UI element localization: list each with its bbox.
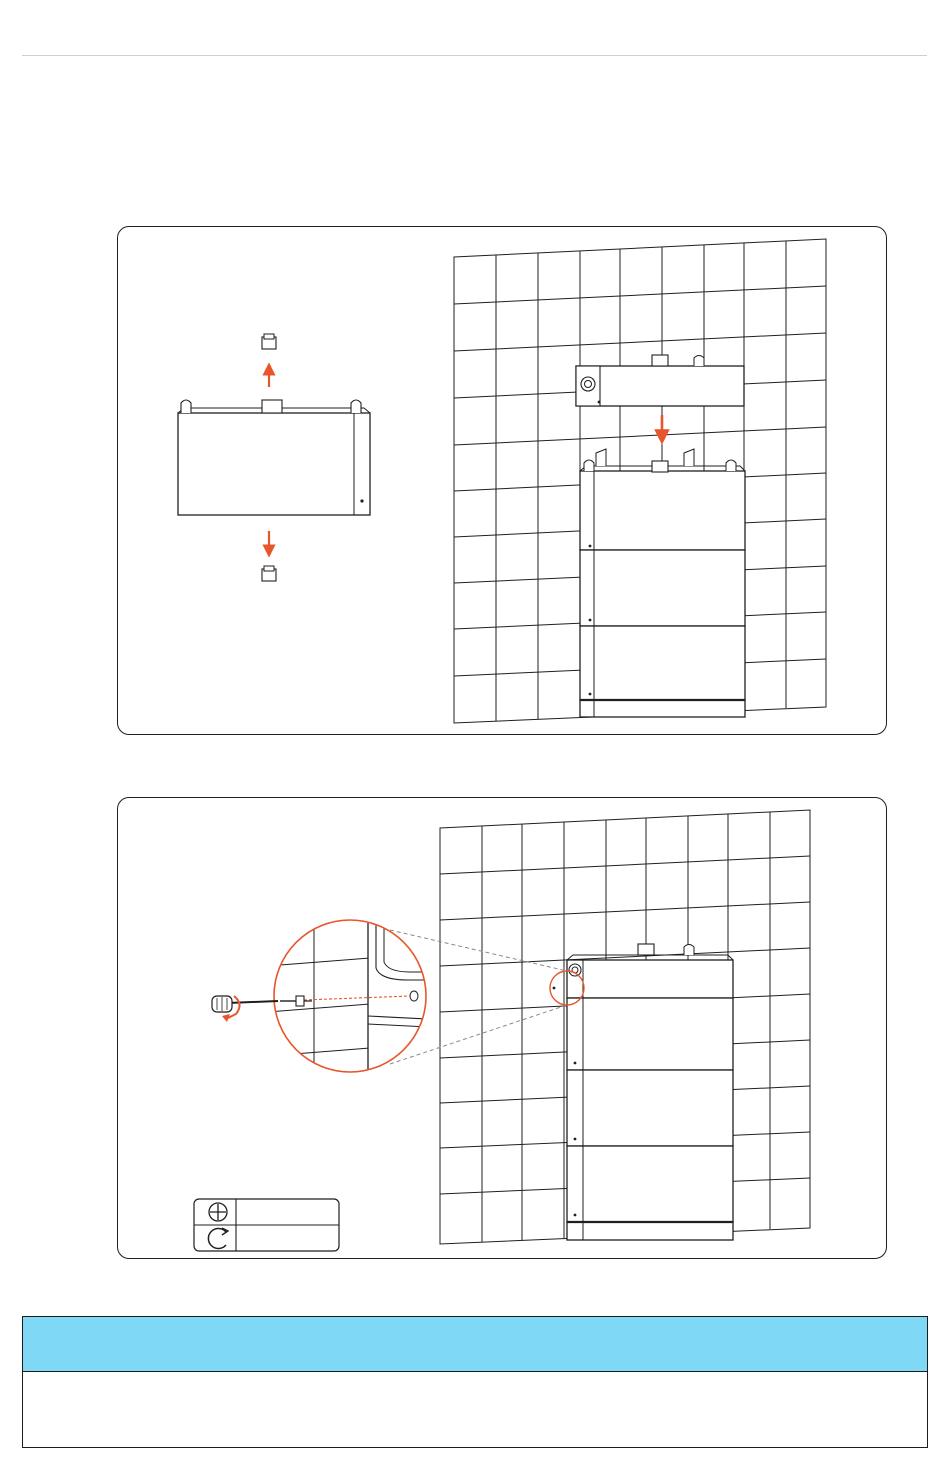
cap-bottom-icon — [262, 566, 276, 581]
figure-panel-stack-module — [117, 226, 887, 735]
note-box — [22, 1316, 928, 1448]
stack-module-illustration — [118, 227, 887, 735]
note-header — [23, 1317, 927, 1372]
figure-panel-fasten-screw — [117, 797, 887, 1259]
tool-legend — [194, 1199, 339, 1251]
battery-module — [178, 400, 370, 515]
phillips-screwdriver-icon — [209, 1203, 227, 1221]
zoom-detail — [268, 916, 448, 1088]
battery-stack — [553, 944, 733, 1240]
battery-stack — [580, 449, 745, 717]
screwdriver-icon — [212, 996, 278, 1012]
note-body — [23, 1372, 927, 1448]
fasten-screw-illustration — [118, 798, 887, 1259]
header-rule — [22, 55, 927, 56]
cap-top-icon — [262, 334, 276, 349]
